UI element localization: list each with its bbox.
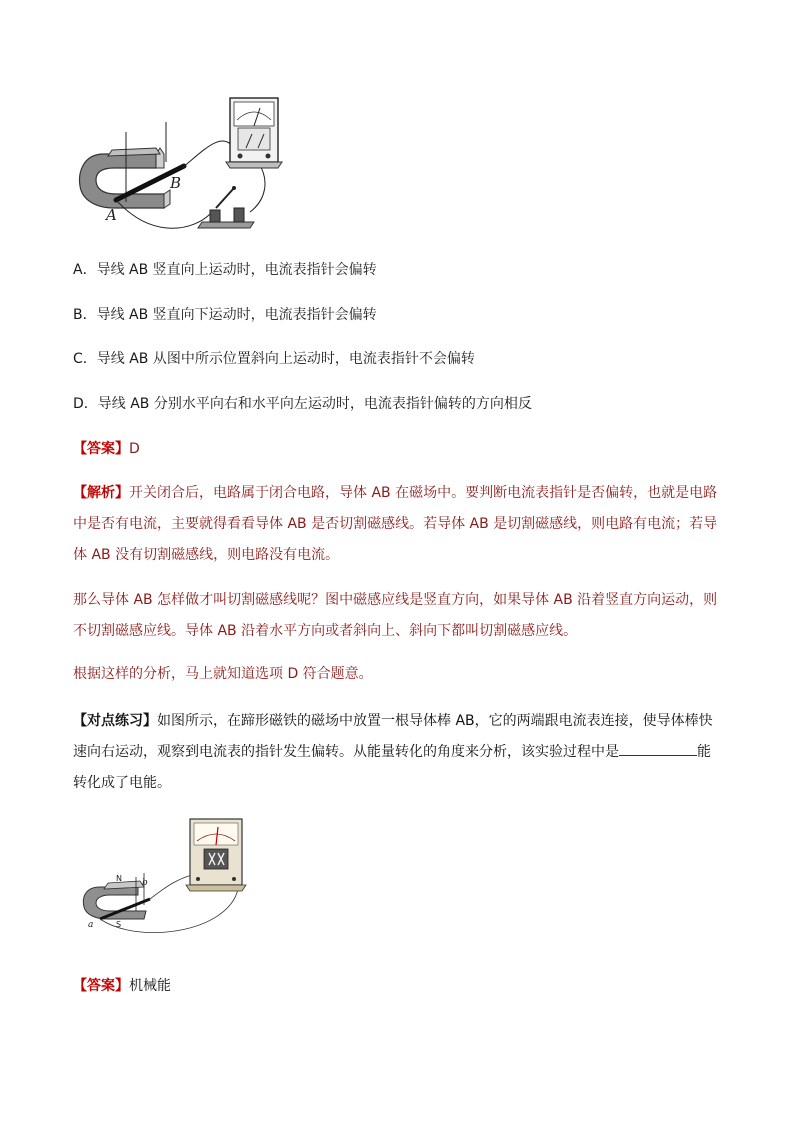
label-b-small: b <box>142 878 148 888</box>
ammeter <box>226 98 282 168</box>
practice-paragraph <box>73 706 723 799</box>
analysis-text-1: 开关闭合后，电路属于闭合电路，导体 AB 在磁场中。要判断电流表指针是否偏转，也就是电路中是否有电流，主要就得看看导体 AB 是否切割磁感线。若导体 AB 是切割磁感线，则电路有电流；若导体 AB 没有切割磁感线，则电路没有电流。 <box>73 485 718 563</box>
answer-value: D <box>129 441 140 457</box>
practice-tag: 【对点练习】 <box>73 713 157 729</box>
answer-tag: 【答案】 <box>73 441 129 457</box>
practice-text-before: 如图所示，在蹄形磁铁的磁场中放置一根导体棒 AB，它的两端跟电流表连接，使导体棒快速向右运动，观察到电流表的指针发生偏转。从能量转化的角度来分析，该实验过程中是 <box>73 713 713 760</box>
ammeter-2 <box>186 819 246 891</box>
label-s: S <box>116 920 122 929</box>
label-a-small: a <box>88 920 94 930</box>
analysis-paragraph-1 <box>73 478 723 571</box>
label-a: A <box>106 206 117 224</box>
analysis-paragraph-3: 根据这样的分析，马上就知道选项 D 符合题意。 <box>73 666 373 682</box>
practice-answer-value: 机械能 <box>129 978 171 994</box>
switch <box>198 186 254 228</box>
answer-line <box>73 439 140 459</box>
option-c: C．导线 AB 从图中所示位置斜向上运动时，电流表指针不会偏转 <box>73 351 475 367</box>
answer-blank <box>619 741 697 756</box>
option-a: A．导线 AB 竖直向上运动时，电流表指针会偏转 <box>73 262 377 278</box>
practice-answer-tag: 【答案】 <box>73 978 129 994</box>
analysis-tag: 【解析】 <box>73 485 129 501</box>
practice-text-after: 能转化成了电能。 <box>73 744 711 791</box>
figure-practice-apparatus <box>78 815 258 935</box>
analysis-paragraph-2: 那么导体 AB 怎样做才叫切割磁感线呢？图中磁感应线是竖直方向，如果导体 AB 沿着竖直方向运动，则不切割磁感应线。导体 AB 沿着水平方向或者斜向上、斜向下都叫切割磁感应线。 <box>73 592 718 639</box>
practice-answer-line <box>73 976 171 996</box>
figure-electromagnetic-induction <box>74 90 304 240</box>
label-b: B <box>170 174 182 192</box>
option-b: B．导线 AB 竖直向下运动时，电流表指针会偏转 <box>73 307 377 323</box>
label-n: N <box>116 874 122 883</box>
option-d: D．导线 AB 分别水平向右和水平向左运动时，电流表指针偏转的方向相反 <box>73 396 532 412</box>
